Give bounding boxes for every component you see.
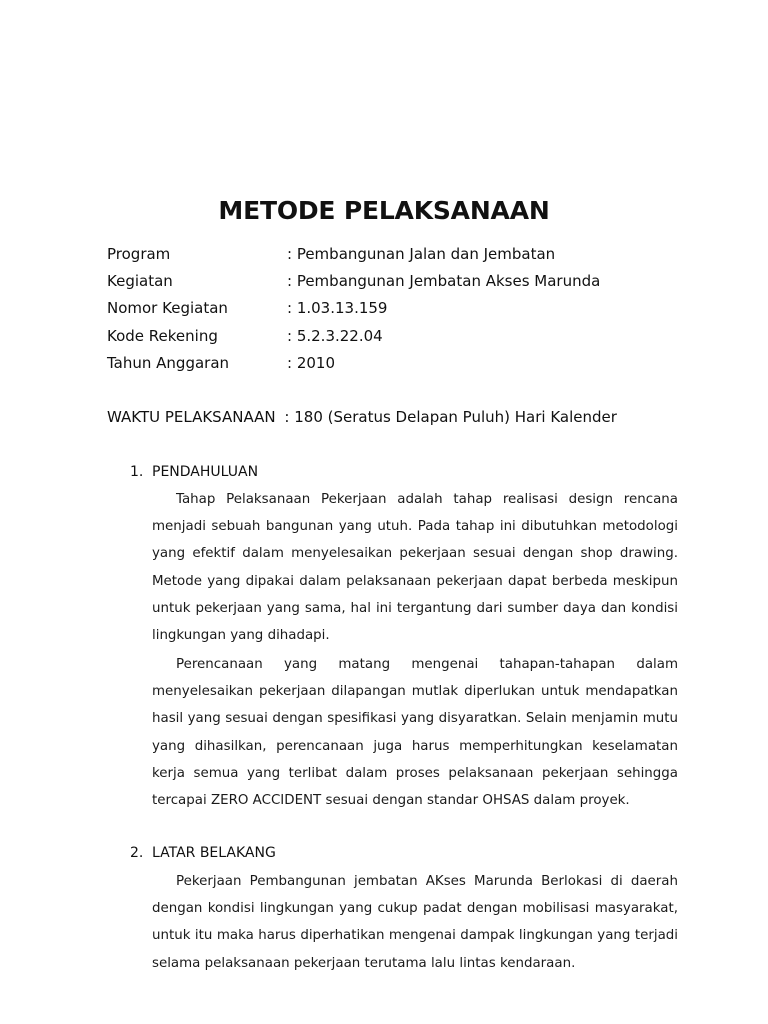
section-heading-latar-belakang [130, 845, 276, 861]
meta-label: Program [107, 245, 171, 263]
waktu-value: : 180 (Seratus Delapan Puluh) Hari Kalender [284, 408, 617, 426]
section-title: LATAR BELAKANG [152, 845, 276, 861]
meta-value: : 2010 [287, 354, 335, 372]
meta-label: Tahun Anggaran [107, 354, 230, 372]
meta-label: Kode Rekening [107, 327, 218, 345]
meta-label: Nomor Kegiatan [107, 299, 228, 317]
waktu-pelaksanaan [107, 408, 617, 426]
paragraph: Tahap Pelaksanaan Pekerjaan adalah tahap realisasi design rencana menjadi sebuah bangunan yang utuh. Pada tahap ini dibutuhkan metodologi yang efektif dalam menyelesaikan pekerjaan sesuai dengan shop drawing. Metode yang dipakai dalam pelaksanaan pekerjaan dapat berbeda meskipun untuk pekerjaan yang sama, hal ini tergantung dari sumber daya dan kondisi lingkungan yang dihadapi. [152, 492, 678, 644]
meta-value: : Pembangunan Jalan dan Jembatan [287, 245, 556, 263]
section-heading-pendahuluan [130, 464, 258, 480]
section-number: 1. [130, 464, 144, 480]
waktu-label: WAKTU PELAKSANAAN [107, 408, 276, 426]
section-title: PENDAHULUAN [152, 464, 259, 480]
meta-value: : 1.03.13.159 [287, 299, 388, 317]
meta-label: Kegiatan [107, 272, 173, 290]
document-title: METODE PELAKSANAAN [218, 196, 550, 225]
paragraph: Perencanaan yang matang mengenai tahapan-tahapan dalam menyelesaikan pekerjaan dilapangan mutlak diperlukan untuk mendapatkan hasil yang sesuai dengan spesifikasi yang disyaratkan. Selain menjamin mutu yang dihasilkan, perencanaan juga harus memperhitungkan keselamatan kerja semua yang terlibat dalam proses pelaksanaan pekerjaan sehingga tercapai ZERO ACCIDENT sesuai dengan standar OHSAS dalam proyek. [152, 657, 678, 809]
paragraph: Pekerjaan Pembangunan jembatan AKses Marunda Berlokasi di daerah dengan kondisi lingkungan yang cukup padat dengan mobilisasi masyarakat, untuk itu maka harus diperhatikan mengenai dampak lingkungan yang terjadi selama pelaksanaan pekerjaan terutama lalu lintas kendaraan. [152, 874, 678, 971]
meta-value: : Pembangunan Jembatan Akses Marunda [287, 272, 601, 290]
meta-value: : 5.2.3.22.04 [287, 327, 383, 345]
section-number: 2. [130, 845, 144, 861]
